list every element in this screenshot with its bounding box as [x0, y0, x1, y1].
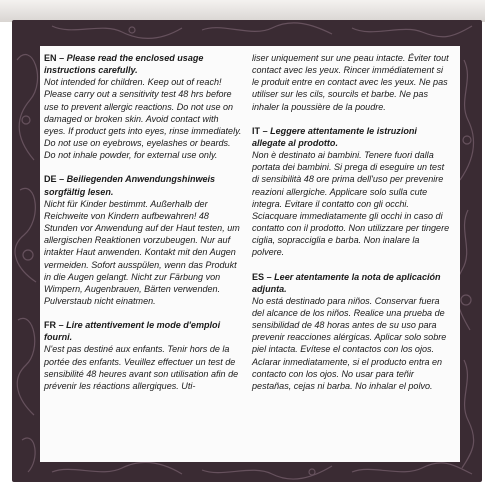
- ornament-dot: [129, 27, 135, 33]
- ornament-swirl: [52, 462, 182, 474]
- language-code: FR: [44, 320, 57, 331]
- section-heading: [252, 125, 452, 149]
- instructions-panel: [40, 46, 460, 462]
- ornament-dot: [22, 116, 30, 124]
- ornament-swirl: [17, 318, 34, 415]
- ornament-swirl: [352, 463, 472, 474]
- section-it: [252, 125, 452, 259]
- language-code: ES: [252, 271, 265, 282]
- ornament-swirl: [17, 55, 38, 160]
- ornament-swirl: [460, 60, 474, 180]
- section-es: [252, 271, 452, 393]
- ornament-dot: [309, 469, 315, 475]
- section-heading: [44, 319, 242, 343]
- ornament-swirl: [202, 23, 332, 34]
- section-text: N'est pas destiné aux enfants. Tenir hors de la portée des enfants. Veuillez effectuer un test de sensibilité 48 heures avant son utilisation afin de prévenir les réactions allergiques. Uti-: [44, 344, 239, 391]
- right-column: [252, 52, 452, 404]
- section-title: – Leer atentamente la nota de aplicación adjunta.: [252, 271, 441, 294]
- box-top-edge: [0, 0, 485, 22]
- section-heading: [44, 52, 242, 76]
- section-title: – Beiliegenden Anwendungshinweis sorgfältig lesen.: [44, 174, 216, 197]
- section-heading: [44, 173, 242, 197]
- section-title: – Lire attentivement le mode d'emploi fourni.: [44, 320, 221, 343]
- ornament-swirl: [202, 466, 332, 479]
- section-text: liser uniquement sur une peau intacte. Éviter tout contact avec les yeux. Rincer immédiatement si le produit entre en contact avec les yeux. Ne pas utiliser sur les cils, sourcils et barbe. Ne pas inhaler la poussière de la poudre.: [252, 53, 449, 112]
- section-en: [44, 52, 242, 161]
- section-title: – Please read the enclosed usage instructions carefully.: [44, 53, 204, 76]
- section-text: Nicht für Kinder bestimmt. Außerhalb der Reichweite von Kindern aufbewahren! 48 Stunden vor Anwendung auf der Haut testen, um allergischen Reaktionen vorzubeugen. Nur auf intakter Haut anwenden. Kontakt mit den Augen vermeiden. Sofort ausspülen, wenn das Produkt in die Augen gelangt. Nicht zur Färbung von Wimpern, Augenbrauen, Bärten verwenden. Pulverstaub nicht einatmen.: [44, 198, 240, 306]
- section-text: Non è destinato ai bambini. Tenere fuori dalla portata dei bambini. Si prega di eseguire un test di sensibilità 48 ore prima dell'uso per prevenire reazioni allergiche. Applicare solo sulla cute integra. Evitare il contatto con gli occhi. Sciacquare immediatamente gli occhi in caso di contatto con il prodotto. Non utilizzare per tingere ciglia, sopracciglia e barba. Non inalare la polvere.: [252, 150, 450, 258]
- section-fr-continued: [252, 52, 452, 113]
- ornament-swirl: [22, 438, 35, 472]
- ornament-swirl: [52, 26, 182, 38]
- ornament-dot: [461, 295, 471, 305]
- language-code: DE: [44, 174, 57, 185]
- section-fr: [44, 319, 242, 392]
- ornament-swirl: [352, 26, 472, 37]
- section-heading: [252, 271, 452, 295]
- section-title: – Leggere attentamente le istruzioni allegate al prodotto.: [252, 125, 417, 148]
- language-code: EN: [44, 53, 57, 63]
- language-code: IT: [252, 125, 261, 136]
- ornament-swirl: [15, 188, 36, 282]
- left-column: [44, 52, 242, 404]
- section-text: Not intended for children. Keep out of reach! Please carry out a sensitivity test 48 hrs before use to prevent allergic reactions. Do not use on damaged or broken skin. Avoid contact with eyes. If product gets into eyes, rinse immediately. Do not use on eyebrows, eyelashes or beards. Do not inhale powder, for external use only.: [44, 77, 242, 161]
- ornament-dot: [463, 136, 471, 144]
- ornament-swirl: [462, 360, 474, 468]
- ornament-dot: [23, 250, 33, 260]
- section-text: No está destinado para niños. Conservar fuera del alcance de los niños. Realice una prueba de sensibilidad de 48 horas antes de su uso para prevenir reacciones alérgicas. Aplicar solo sobre piel intacta. Evítese el contactos con los ojos. Aclarar inmediatamente, si el producto entra en contacto con los ojos. No usar para teñir pestañas, cejas ni barba. No inhalar el polvo.: [252, 295, 447, 391]
- section-de: [44, 173, 242, 307]
